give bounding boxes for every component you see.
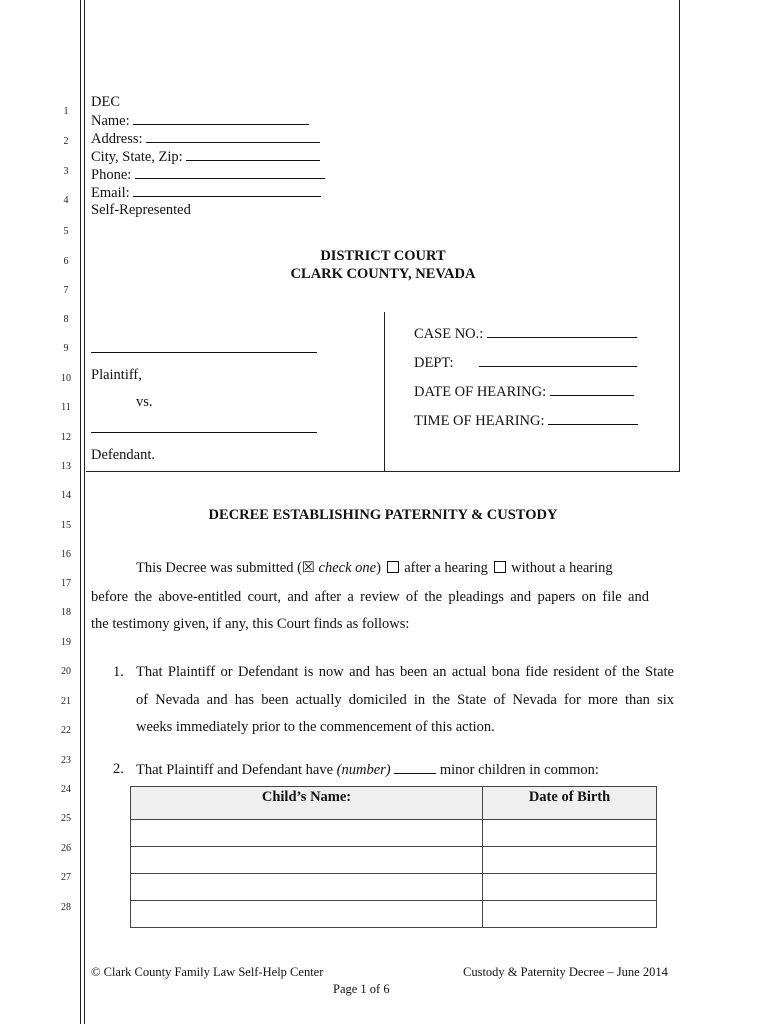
- children-count-blank[interactable]: [394, 761, 436, 774]
- intro-line-3: the testimony given, if any, this Court finds as follows:: [91, 616, 410, 632]
- children-table-header: [131, 787, 657, 820]
- address-line: [91, 130, 320, 148]
- decree-title: DECREE ESTABLISHING PATERNITY & CUSTODY: [208, 507, 558, 523]
- line-number: 21: [61, 696, 71, 707]
- line-number: 5: [63, 226, 69, 237]
- child-name-cell[interactable]: [131, 874, 483, 901]
- line-number: 12: [61, 432, 71, 443]
- caption-bottom-rule: [86, 471, 680, 472]
- finding-1-line-2: of Nevada and has been actually domiciled in the State of Nevada for more than six: [136, 692, 674, 708]
- phone-label: Phone:: [91, 167, 132, 183]
- without-hearing-checkbox[interactable]: [494, 561, 506, 573]
- table-row: [131, 901, 657, 928]
- city-label: City, State, Zip:: [91, 149, 183, 165]
- line-number: 10: [61, 373, 71, 384]
- case-number-line: [414, 325, 637, 343]
- dept-line: [414, 354, 637, 372]
- left-margin-line: [80, 0, 81, 1024]
- line-number: 28: [61, 902, 71, 913]
- plaintiff-name-blank[interactable]: [91, 340, 317, 353]
- hearing-time-blank[interactable]: [548, 412, 638, 425]
- line-number: 9: [63, 343, 69, 354]
- date-of-birth-cell[interactable]: [483, 820, 657, 847]
- court-county: CLARK COUNTY, NEVADA: [290, 266, 476, 282]
- self-represented: Self-Represented: [91, 202, 191, 218]
- line-number: 2: [63, 136, 69, 147]
- city-line: [91, 148, 320, 166]
- document-code: DEC: [91, 94, 120, 110]
- line-number: 18: [61, 607, 71, 618]
- line-number: 26: [61, 843, 71, 854]
- line-number: 19: [61, 637, 71, 648]
- line-number: 20: [61, 666, 71, 677]
- email-label: Email:: [91, 185, 130, 201]
- child-name-header: Child’s Name:: [131, 787, 483, 820]
- table-row: [131, 820, 657, 847]
- dept-blank[interactable]: [479, 354, 637, 367]
- number-instruction: (number): [336, 762, 391, 778]
- line-number: 22: [61, 725, 71, 736]
- line-number: 6: [63, 256, 69, 267]
- right-margin-line: [679, 0, 680, 472]
- finding-1-number: 1.: [113, 664, 124, 680]
- phone-line: [91, 166, 325, 184]
- hearing-date-label: DATE OF HEARING:: [414, 384, 547, 400]
- check-one-instruction: check one: [318, 560, 377, 576]
- date-of-birth-cell[interactable]: [483, 874, 657, 901]
- name-blank[interactable]: [133, 112, 309, 125]
- dept-label: DEPT:: [414, 355, 454, 371]
- after-hearing-checkbox[interactable]: [387, 561, 399, 573]
- child-name-cell[interactable]: [131, 901, 483, 928]
- child-name-cell[interactable]: [131, 847, 483, 874]
- footer-document-title: Custody & Paternity Decree – June 2014: [463, 965, 668, 979]
- finding-2-number: 2.: [113, 761, 124, 777]
- line-number: 17: [61, 578, 71, 589]
- intro-text-close: ): [376, 560, 381, 576]
- date-of-birth-cell[interactable]: [483, 901, 657, 928]
- checked-box-icon: ☒: [301, 560, 315, 576]
- hearing-date-blank[interactable]: [550, 383, 634, 396]
- address-label: Address:: [91, 131, 143, 147]
- plaintiff-name-line: [91, 340, 317, 358]
- date-of-birth-header: Date of Birth: [483, 787, 657, 820]
- line-number: 8: [63, 314, 69, 325]
- hearing-date-line: [414, 383, 634, 401]
- case-number-label: CASE NO.:: [414, 326, 484, 342]
- email-blank[interactable]: [133, 184, 321, 197]
- line-number: 14: [61, 490, 71, 501]
- phone-blank[interactable]: [135, 166, 325, 179]
- intro-line-1: [136, 560, 613, 577]
- finding-2-text-start: That Plaintiff and Defendant have: [136, 762, 337, 778]
- case-number-blank[interactable]: [487, 325, 637, 338]
- line-number: 25: [61, 813, 71, 824]
- after-hearing-label: after a hearing: [404, 560, 488, 576]
- page-number: Page 1 of 6: [333, 982, 390, 996]
- caption-divider: [384, 312, 385, 472]
- child-name-cell[interactable]: [131, 820, 483, 847]
- table-row: [131, 847, 657, 874]
- line-number: 23: [61, 755, 71, 766]
- without-hearing-label: without a hearing: [511, 560, 613, 576]
- defendant-name-blank[interactable]: [91, 420, 317, 433]
- finding-2-text-end: minor children in common:: [436, 762, 599, 778]
- line-number: 24: [61, 784, 71, 795]
- defendant-name-line: [91, 420, 317, 438]
- line-number: 7: [63, 285, 69, 296]
- line-number: 15: [61, 520, 71, 531]
- line-number: 1: [63, 106, 69, 117]
- line-number: 27: [61, 872, 71, 883]
- line-number: 3: [63, 166, 69, 177]
- line-number: 13: [61, 461, 71, 472]
- finding-2-text: [136, 761, 599, 779]
- defendant-label: Defendant.: [91, 447, 156, 463]
- left-margin-line-inner: [84, 0, 85, 1024]
- intro-line-2: before the above-entitled court, and after a review of the pleadings and papers on file and: [91, 589, 649, 605]
- email-line: [91, 184, 321, 202]
- versus-label: vs.: [136, 394, 153, 410]
- address-blank[interactable]: [146, 130, 320, 143]
- footer-copyright: © Clark County Family Law Self-Help Center: [91, 965, 324, 979]
- finding-1-line-3: weeks immediately prior to the commencement of this action.: [136, 719, 495, 735]
- hearing-time-label: TIME OF HEARING:: [414, 413, 545, 429]
- line-number: 11: [61, 402, 71, 413]
- name-line: [91, 112, 309, 130]
- name-label: Name:: [91, 113, 130, 129]
- intro-text-start: This Decree was submitted (: [136, 560, 302, 576]
- line-number: 4: [63, 195, 69, 206]
- hearing-time-line: [414, 412, 638, 430]
- finding-1-line-1: That Plaintiff or Defendant is now and has been an actual bona fide resident of the State: [136, 664, 674, 680]
- city-blank[interactable]: [186, 148, 320, 161]
- court-name: DISTRICT COURT: [320, 248, 446, 264]
- children-table: [130, 786, 657, 928]
- line-number: 16: [61, 549, 71, 560]
- date-of-birth-cell[interactable]: [483, 847, 657, 874]
- plaintiff-label: Plaintiff,: [91, 367, 142, 383]
- table-row: [131, 874, 657, 901]
